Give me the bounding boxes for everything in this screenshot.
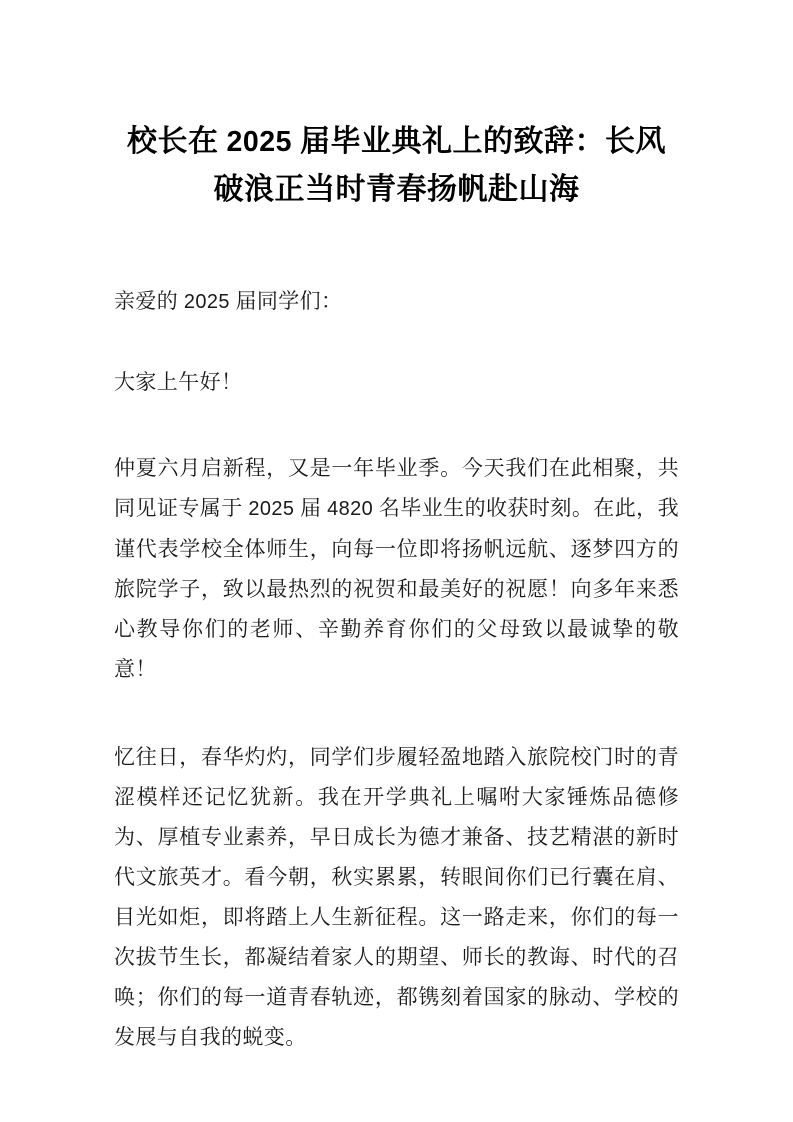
paragraph-body-2: 忆往日，春华灼灼，同学们步履轻盈地踏入旅院校门时的青涩模样还记忆犹新。我在开学典礼上嘱咐大家锤炼品德修为、厚植专业素养，早日成长为德才兼备、技艺精湛的新时代文旅英才。看今朝，秋实累累，转眼间你们已行囊在肩、目光如炬，即将踏上人生新征程。这一路走来，你们的每一次拔节生长，都凝结着家人的期望、师长的教诲、时代的召唤；你们的每一道青春轨迹，都镌刻着国家的脉动、学校的发展与自我的蜕变。 xyxy=(114,745,679,1049)
paragraph-greeting: 亲爱的 2025 届同学们： xyxy=(114,289,343,313)
paragraph-body-1: 仲夏六月启新程，又是一年毕业季。今天我们在此相聚，共同见证专属于 2025 届 4820 名毕业生的收获时刻。在此，我谨代表学校全体师生，向每一位即将扬帆远航、逐梦四方的旅院学子，致以最热烈的祝贺和最美好的祝愿！向多年来悉心教导你们的老师、辛勤养育你们的父母致以最诚挚的敬意！ xyxy=(114,456,680,681)
paragraph-hello: 大家上午好！ xyxy=(114,370,243,394)
document-title: 校长在 2025 届毕业典礼上的致辞：长风破浪正当时青春扬帆赴山海 xyxy=(127,125,666,206)
